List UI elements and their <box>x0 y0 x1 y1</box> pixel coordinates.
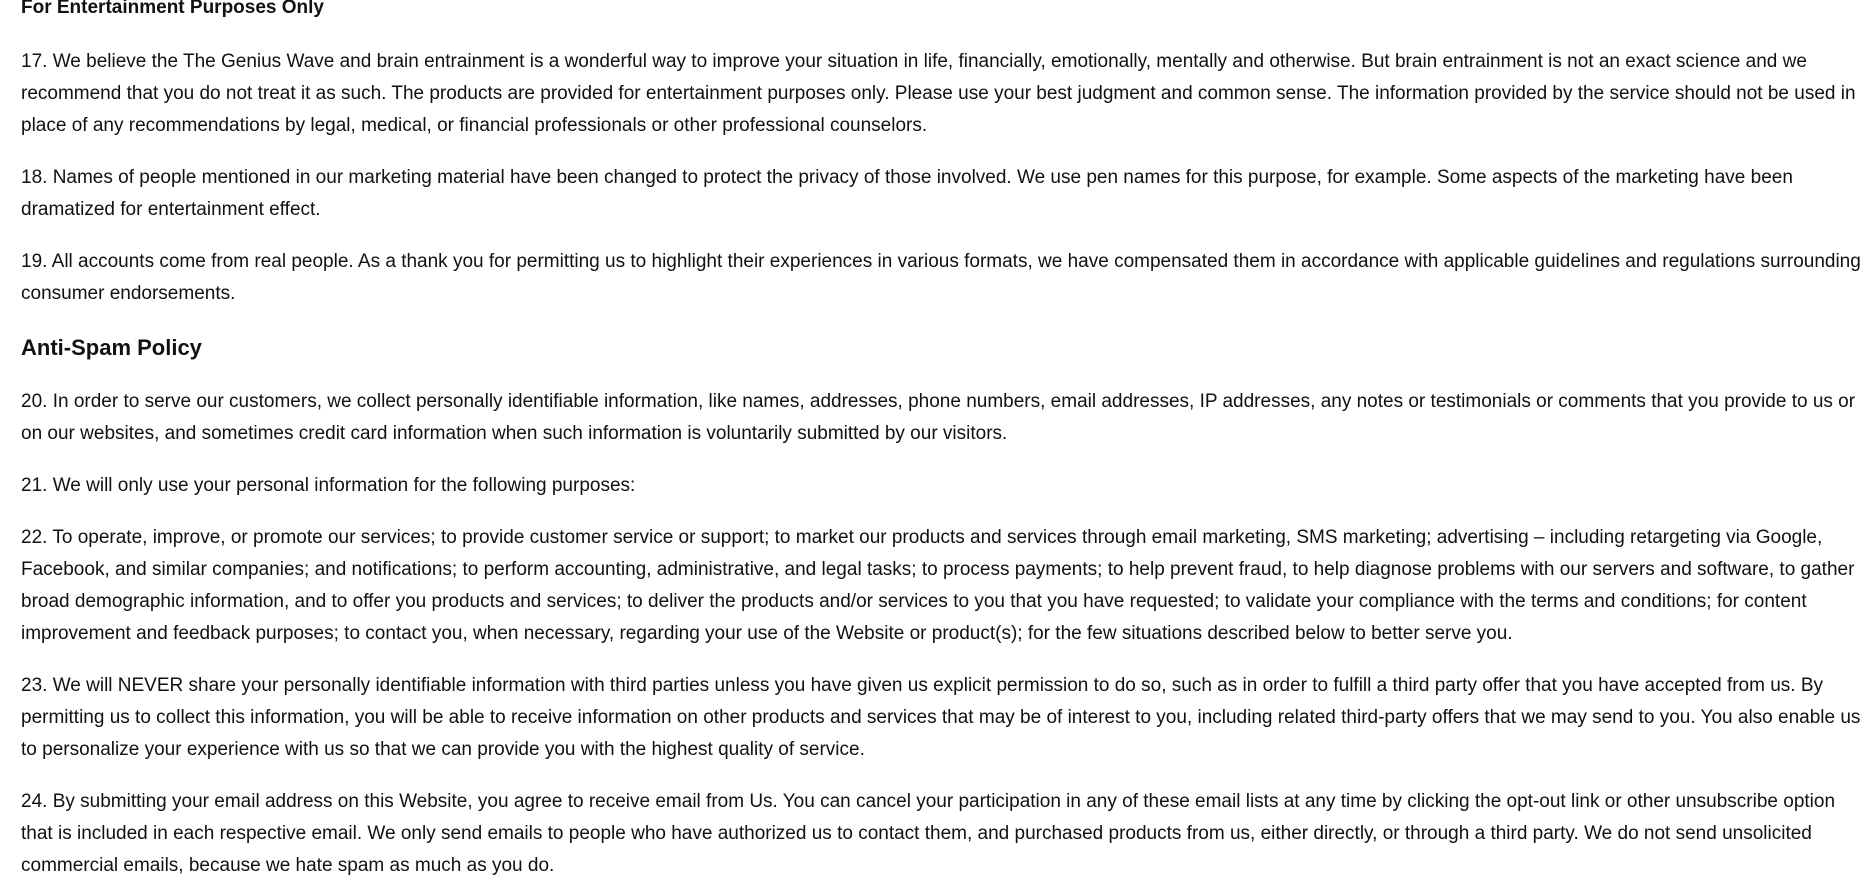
paragraph-19: 19. All accounts come from real people. As a thank you for permitting us to highlight their experiences in various formats, we have compensated them in accordance with applicable guidelines and regulations surrounding consumer endorsements. <box>21 251 1861 304</box>
paragraph-21: 21. We will only use your personal information for the following purposes: <box>21 475 636 496</box>
paragraph-22: 22. To operate, improve, or promote our services; to provide customer service or support; to market our products and services through email marketing, SMS marketing; advertising – including retargeting via Google, Facebook, and similar companies; and notifications; to perform accounting, administrative, and legal tasks; to process payments; to help prevent fraud, to help diagnose problems with our servers and software, to gather broad demographic information, and to offer you products and services; to deliver the products and/or services to you that you have requested; to validate your compliance with the terms and conditions; for content improvement and feedback purposes; to contact you, when necessary, regarding your use of the Website or product(s); for the few situations described below to better serve you. <box>21 527 1855 644</box>
section-heading-anti-spam: Anti-Spam Policy <box>21 335 202 360</box>
section-heading-entertainment: For Entertainment Purposes Only <box>21 0 324 18</box>
paragraph-24: 24. By submitting your email address on this Website, you agree to receive email from Us. You can cancel your participation in any of these email lists at any time by clicking the opt-out link or other unsubscribe option that is included in each respective email. We only send emails to people who have authorized us to contact them, and purchased products from us, either directly, or through a third party. We do not send unsolicited commercial emails, because we hate spam as much as you do. <box>21 791 1836 876</box>
paragraph-20: 20. In order to serve our customers, we collect personally identifiable information, like names, addresses, phone numbers, email addresses, IP addresses, any notes or testimonials or comments that you provide to us or on our websites, and sometimes credit card information when such information is voluntarily submitted by our visitors. <box>21 391 1856 444</box>
paragraph-23: 23. We will NEVER share your personally identifiable information with third parties unless you have given us explicit permission to do so, such as in order to fulfill a third party offer that you have accepted from us. By permitting us to collect this information, you will be able to receive information on other products and services that may be of interest to you, including related third-party offers that we may send to you. You also enable us to personalize your experience with us so that we can provide you with the highest quality of service. <box>21 675 1861 760</box>
paragraph-17: 17. We believe the The Genius Wave and brain entrainment is a wonderful way to improve your situation in life, financially, emotionally, mentally and otherwise. But brain entrainment is not an exact science and we recommend that you do not treat it as such. The products are provided for entertainment purposes only. Please use your best judgment and common sense. The information provided by the service should not be used in place of any recommendations by legal, medical, or financial professionals or other professional counselors. <box>21 51 1856 136</box>
paragraph-18: 18. Names of people mentioned in our marketing material have been changed to protect the privacy of those involved. We use pen names for this purpose, for example. Some aspects of the marketing have been dramatized for entertainment effect. <box>21 167 1793 220</box>
